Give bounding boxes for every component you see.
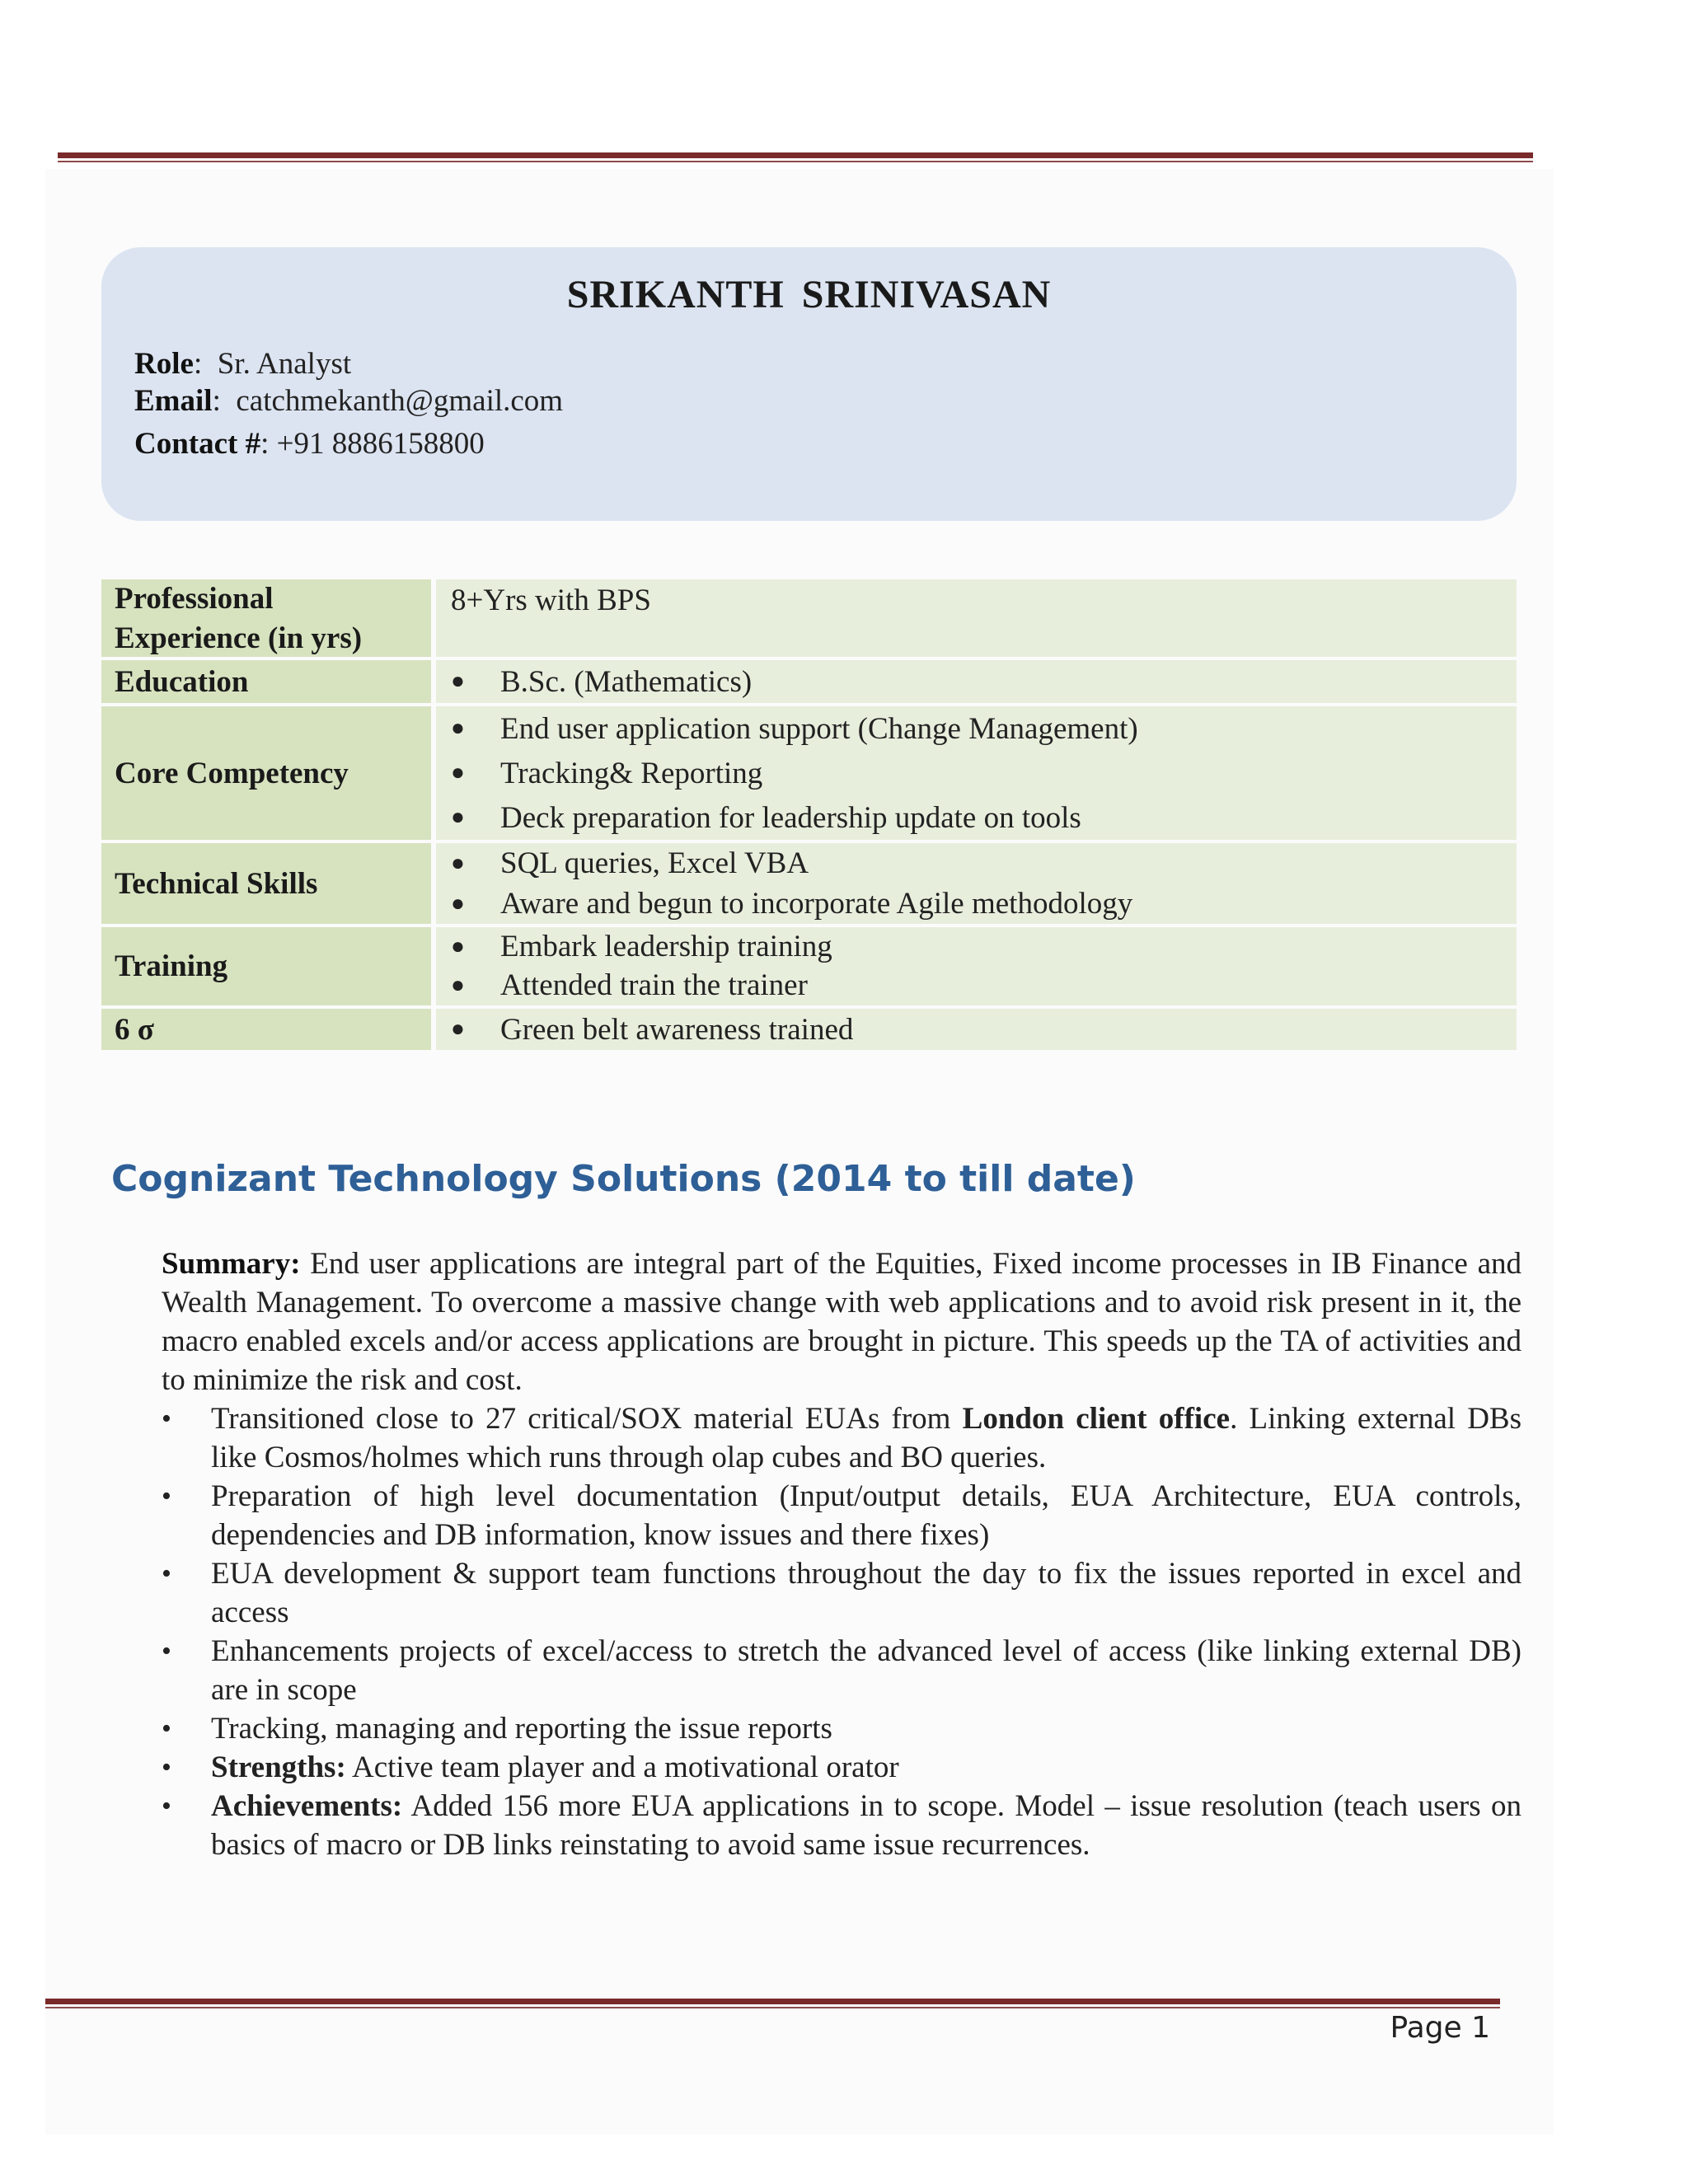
list-item-text: Green belt awareness trained	[500, 1012, 854, 1047]
list-item	[451, 660, 1502, 703]
table-row	[101, 660, 1517, 703]
summary-text: End user applications are integral part of the Equities, Fixed income processes in IB Finance and Wealth Management. To overcome a massive change with web applications and to avoid risk present in it, the macro enabled excels and/or access applications are brought in picture. This speeds up the TA of activities and to minimize the risk and cost.	[162, 1247, 1522, 1397]
row-label-education: Education	[101, 660, 431, 703]
section-title: Cognizant Technology Solutions (2014 to till date)	[111, 1158, 1136, 1200]
summary-label: Summary:	[162, 1247, 301, 1281]
email-line: Email: catchmekanth@gmail.com	[134, 384, 564, 418]
list-item-text: Attended train the trainer	[500, 968, 808, 1002]
row-value-technical-skills	[436, 843, 1517, 924]
bullet-icon: ●	[451, 890, 465, 916]
contact-value: +91 8886158800	[276, 427, 485, 461]
list-item	[451, 843, 1502, 883]
role-value: Sr. Analyst	[217, 347, 352, 381]
bullet-icon: ●	[451, 715, 465, 741]
header-card	[101, 247, 1517, 521]
row-value-experience	[436, 579, 1517, 657]
bullet-icon: ●	[451, 760, 465, 785]
achievements-list	[162, 1399, 1522, 1864]
list-item	[451, 966, 1502, 1005]
row-value-core-competency	[436, 706, 1517, 840]
list-item-text: Tracking& Reporting	[500, 756, 763, 790]
table-row	[101, 843, 1517, 924]
bullet-icon: ●	[451, 850, 465, 876]
table-row	[101, 1009, 1517, 1050]
row-label-training: Training	[101, 927, 431, 1005]
row-value-training	[436, 927, 1517, 1005]
list-item: • Enhancements projects of excel/access to stretch the advanced level of access (like linking external DB) are in scope	[162, 1632, 1522, 1709]
list-item: 8+Yrs with BPS	[451, 583, 651, 617]
list-item-text: Deck preparation for leadership update on tools	[500, 800, 1081, 835]
bottom-divider	[45, 1999, 1500, 2008]
list-item	[451, 795, 1502, 840]
row-label-six-sigma: 6 σ	[101, 1009, 431, 1050]
table-row	[101, 706, 1517, 840]
role-line: Role: Sr. Analyst	[134, 347, 352, 381]
bullet-icon: ●	[451, 972, 465, 998]
table-row	[101, 579, 1517, 657]
list-item-text: End user application support (Change Management)	[500, 711, 1138, 746]
list-item	[451, 1009, 1502, 1050]
list-item: • Transitioned close to 27 critical/SOX material EUAs from London client office. Linking external DBs like Cosmos/holmes which runs through olap cubes and BO queries.	[162, 1399, 1522, 1477]
row-value-six-sigma	[436, 1009, 1517, 1050]
email-label: Email	[134, 384, 213, 418]
bullet-icon: ●	[451, 1016, 465, 1042]
row-label-core-competency: Core Competency	[101, 706, 431, 840]
row-label-experience: Professional Experience (in yrs)	[101, 579, 431, 657]
list-item	[451, 706, 1502, 751]
contact-line: Contact #: +91 8886158800	[134, 427, 485, 461]
bullet-icon: ●	[451, 933, 465, 959]
candidate-name: SRIKANTH SRINIVASAN	[566, 273, 1052, 316]
list-item-text: SQL queries, Excel VBA	[500, 846, 809, 880]
list-item: • Achievements: Added 156 more EUA applications in to scope. Model – issue resolution (teach users on basics of macro or DB links reinstating to avoid same issue recurrences.	[162, 1787, 1522, 1864]
list-item: • EUA development & support team functions throughout the day to fix the issues reported in excel and access	[162, 1554, 1522, 1632]
list-item-text: Embark leadership training	[500, 930, 832, 963]
table-row	[101, 927, 1517, 1005]
role-label: Role	[134, 347, 194, 381]
page-number: Page 1	[1390, 2011, 1490, 2045]
list-item	[451, 927, 1502, 966]
list-item	[451, 883, 1502, 924]
summary-paragraph	[162, 1244, 1522, 1399]
list-item-text: Aware and begun to incorporate Agile methodology	[500, 887, 1133, 921]
list-item: • Preparation of high level documentation (Input/output details, EUA Architecture, EUA controls, dependencies and DB information, know issues and there fixes)	[162, 1477, 1522, 1554]
row-value-education	[436, 660, 1517, 703]
contact-label: Contact #	[134, 427, 261, 461]
list-item-text: B.Sc. (Mathematics)	[500, 664, 753, 699]
bullet-icon: ●	[451, 668, 465, 694]
row-label-technical-skills: Technical Skills	[101, 843, 431, 924]
list-item: • Strengths: Active team player and a motivational orator	[162, 1748, 1522, 1787]
list-item: • Tracking, managing and reporting the issue reports	[162, 1709, 1522, 1748]
top-divider	[58, 152, 1533, 162]
skills-table	[101, 579, 1517, 1050]
list-item	[451, 751, 1502, 795]
bullet-icon: ●	[451, 804, 465, 830]
email-value[interactable]: catchmekanth@gmail.com	[236, 384, 564, 418]
